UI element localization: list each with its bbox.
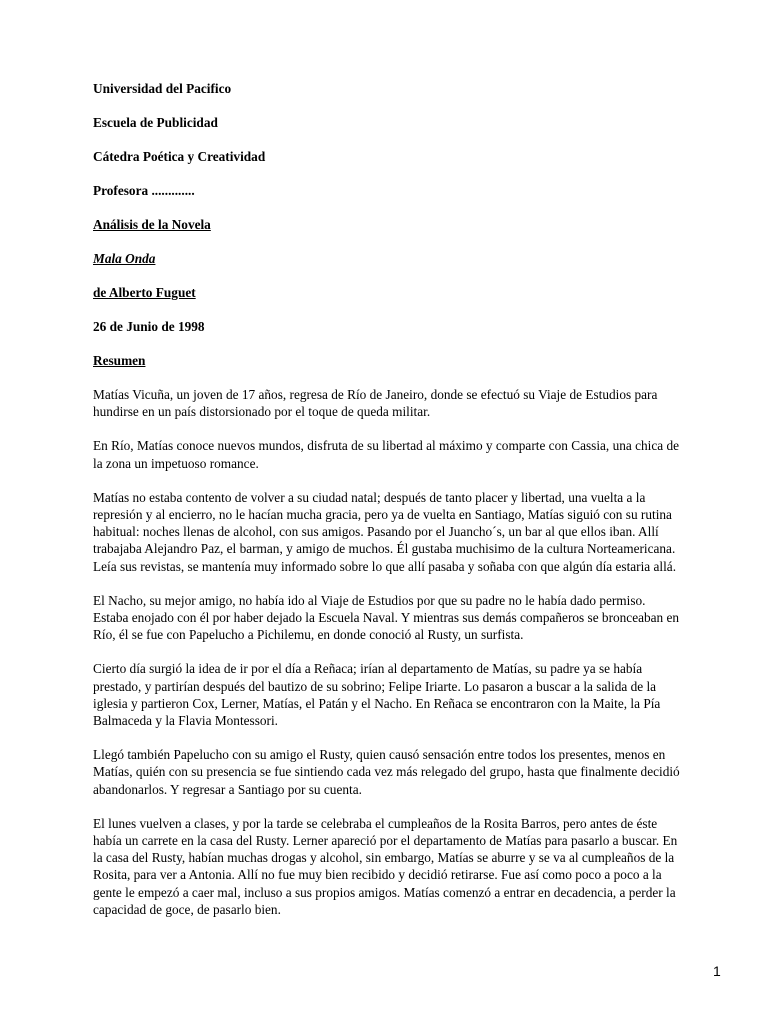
paragraph-line: Cierto día surgió la idea de ir por el día a Reñaca; irían al departamento de Matías, su padre ya se había — [93, 661, 643, 677]
paragraph-line: Matías, quién con su presencia se fue sintiendo cada vez más relegado del grupo, hasta que finalmente decidió — [93, 764, 680, 780]
paragraph-line: Matías no estaba contento de volver a su ciudad natal; después de tanto placer y libertad, una vuelta a la — [93, 489, 646, 505]
page-number: 1 — [713, 963, 721, 979]
paragraph-line: El lunes vuelven a clases, y por la tarde se celebraba el cumpleaños de la Rosita Barros, pero antes de éste — [93, 815, 658, 831]
paragraph-line: Río, él se fue con Papelucho a Pichilemu, en donde conoció al Rusty, un surfista. — [93, 627, 524, 643]
paragraph — [93, 489, 733, 575]
paragraph-line: la casa del Rusty, habían muchas drogas y alcohol, sin embargo, Matías se aburre y se va al cumpleaños de la — [93, 850, 675, 866]
summary-body — [93, 386, 733, 918]
paragraph-line: capacidad de goce, de pasarlo bien. — [93, 901, 281, 917]
paragraph-line: Llegó también Papelucho con su amigo el Rusty, quien causó sensación entre todos los presentes, menos en — [93, 747, 666, 763]
paragraph-line: habitual: noches llenas de alcohol, con sus amigos. Pasando por el Juancho´s, un bar al que ellos iban. Allí — [93, 524, 659, 540]
university-name: Universidad del Pacifico — [93, 81, 232, 96]
paragraph-line: había un carrete en la casa del Rusty. Lerner apareció por el departamento de Matías para pasarlo a buscar. En — [93, 833, 678, 849]
paragraph-line: gente le empezó a caer mal, incluso a sus propios amigos. Matías comenzó a entrar en decadencia, a perder la — [93, 884, 676, 900]
paragraph — [93, 815, 733, 918]
paragraph-line: iglesia y partieron Cox, Lerner, Matías, el Patán y el Nacho. En Reñaca se encontraron con la Maite, la Pía — [93, 695, 661, 711]
paragraph-line: En Río, Matías conoce nuevos mundos, disfruta de su libertad al máximo y comparte con Cassia, una chica de — [93, 438, 680, 454]
analysis-title: Análisis de la Novela — [93, 217, 211, 232]
paragraph-line: trabajaba Alejandro Paz, el barman, y amigo de muchos. Él gustaba muchisimo de la cultura Norteamericana. — [93, 541, 676, 557]
section-title: Resumen — [93, 353, 146, 368]
professor-line: Profesora ............. — [93, 183, 195, 198]
paragraph-line: Balmaceda y la Flavia Montessori. — [93, 713, 279, 729]
paragraph — [93, 660, 733, 729]
paragraph-line: represión y al encierro, no le hacían mucha gracia, pero ya de vuelta en Santiago, Matías siguió con su rutina — [93, 507, 672, 523]
paragraph-line: hundirse en un país distorsionado por el toque de queda militar. — [93, 404, 431, 420]
paragraph-line: Leía sus revistas, se mantenía muy informado sobre lo que allí pasaba y soñaba con que algún día estaria allá. — [93, 558, 677, 574]
paragraph — [93, 386, 733, 420]
paragraph-line: Rosita, para ver a Antonia. Allí no fue muy bien recibido y decidió retirarse. Fue así como poco a poco a la — [93, 867, 662, 883]
paragraph-line: prestado, y partirían después del bautizo de su sobrino; Felipe Iriarte. Lo pasaron a buscar a la salida de la — [93, 678, 657, 694]
paragraph-line: la zona un impetuoso romance. — [93, 455, 259, 471]
document-page — [93, 80, 733, 935]
author-line: de Alberto Fuguet — [93, 285, 196, 300]
paragraph-line: Estaba enojado con él por haber dejado la Escuela Naval. Y mientras sus demás compañeros se bronceaban en — [93, 610, 680, 626]
paragraph-line: Matías Vicuña, un joven de 17 años, regresa de Río de Janeiro, donde se efectuó su Viaje de Estudios para — [93, 387, 658, 402]
paragraph — [93, 746, 733, 798]
date-line: 26 de Junio de 1998 — [93, 319, 205, 334]
paragraph-line: abandonarlos. Y regresar a Santiago por su cuenta. — [93, 781, 362, 797]
paragraph-line: El Nacho, su mejor amigo, no había ido al Viaje de Estudios por que su padre no le había dado permiso. — [93, 592, 646, 608]
paragraph — [93, 592, 733, 644]
school-name: Escuela de Publicidad — [93, 115, 218, 130]
course-name: Cátedra Poética y Creatividad — [93, 149, 266, 164]
paragraph — [93, 437, 733, 471]
novel-title: Mala Onda — [93, 251, 156, 266]
